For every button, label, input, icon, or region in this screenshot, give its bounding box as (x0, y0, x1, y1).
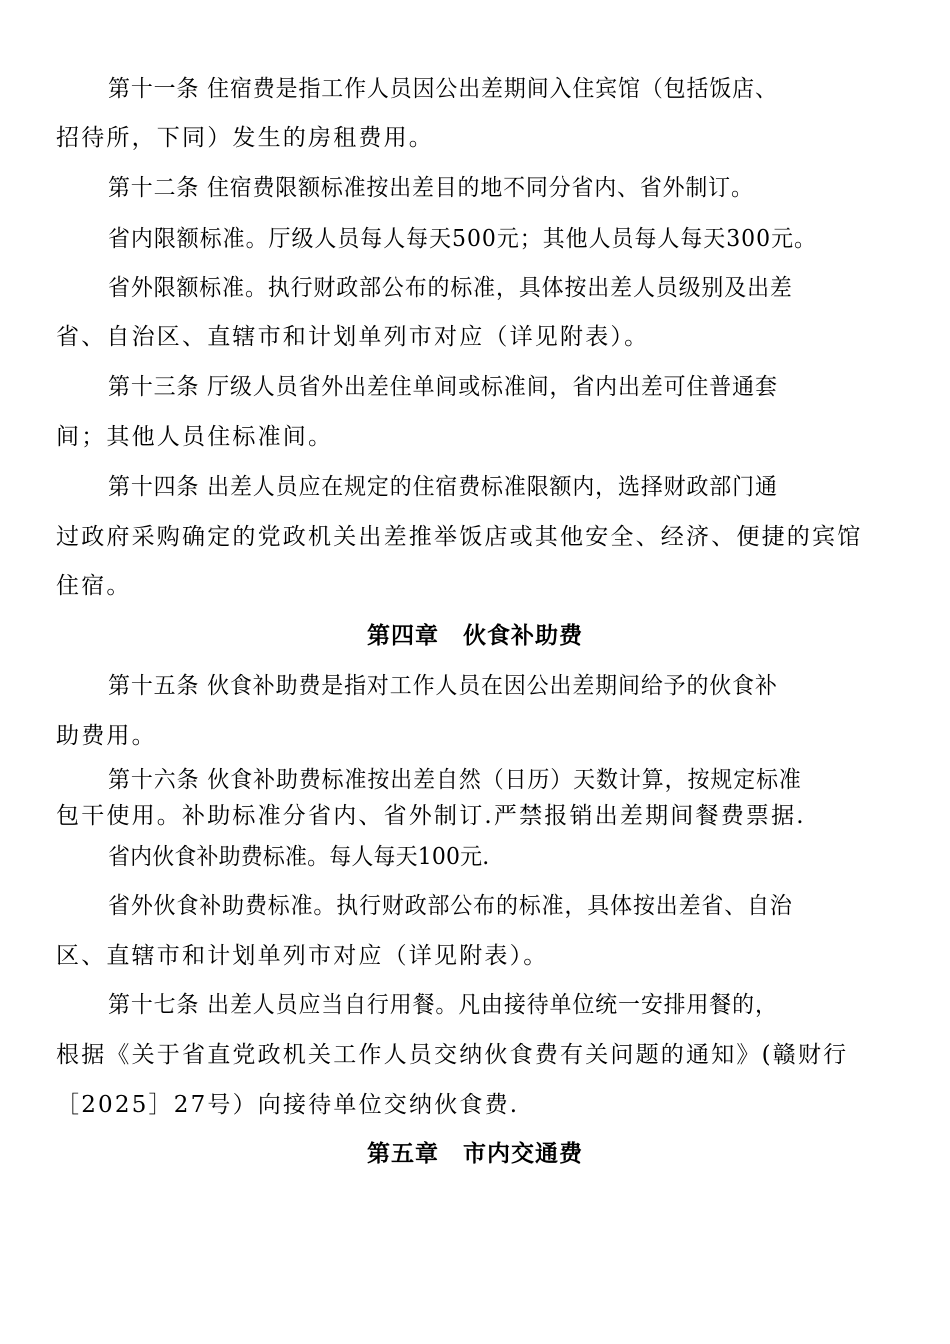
outside-limit-line-1: 省外限额标准。执行财政部公布的标准，具体按出差人员级别及出差 (108, 275, 793, 301)
article-17-line-3: ［2025］27号）向接待单位交纳伙食费. (56, 1092, 520, 1118)
article-17-line-2: 根据《关于省直党政机关工作人员交纳伙食费有关问题的通知》(赣财行 (56, 1042, 849, 1068)
article-15-line-2: 助费用。 (56, 723, 157, 749)
chapter-5-heading: 第五章 市内交通费 (367, 1141, 583, 1167)
chapter-4-heading: 第四章 伙食补助费 (367, 623, 583, 649)
article-13-line-1: 第十三条 厅级人员省外出差住单间或标准间，省内出差可住普通套 (108, 374, 778, 400)
article-14-line-1: 第十四条 出差人员应在规定的住宿费标准限额内，选择财政部门通 (108, 474, 778, 500)
article-16-line-1: 第十六条 伙食补助费标准按出差自然（日历）天数计算，按规定标准 (108, 767, 802, 793)
outside-meal-line-2: 区、直辖市和计划单列市对应（详见附表）。 (56, 943, 549, 969)
outside-limit-line-2: 省、自治区、直辖市和计划单列市对应（详见附表）。 (56, 324, 650, 350)
province-limit-line: 省内限额标准。厅级人员每人每天500元；其他人员每人每天300元。 (108, 226, 817, 252)
article-17-line-1: 第十七条 出差人员应当自行用餐。凡由接待单位统一安排用餐的， (108, 992, 778, 1018)
province-meal-line: 省内伙食补助费标准。每人每天100元. (108, 844, 490, 870)
article-13-line-2: 间；其他人员住标准间。 (56, 424, 334, 450)
article-12-line-1: 第十二条 住宿费限额标准按出差目的地不同分省内、省外制订。 (108, 175, 754, 201)
article-16-line-2: 包干使用。补助标准分省内、省外制订.严禁报销出差期间餐费票据. (56, 803, 806, 829)
article-14-line-2: 过政府采购确定的党政机关出差推举饭店或其他安全、经济、便捷的宾馆 (56, 524, 863, 550)
outside-meal-line-1: 省外伙食补助费标准。执行财政部公布的标准，具体按出差省、自治 (108, 893, 793, 919)
article-11-line-2: 招待所，下同）发生的房租费用。 (56, 125, 434, 151)
article-11-line-1: 第十一条 住宿费是指工作人员因公出差期间入住宾馆（包括饭店、 (108, 76, 778, 102)
article-15-line-1: 第十五条 伙食补助费是指对工作人员在因公出差期间给予的伙食补 (108, 673, 778, 699)
article-14-line-3: 住宿。 (56, 573, 132, 599)
